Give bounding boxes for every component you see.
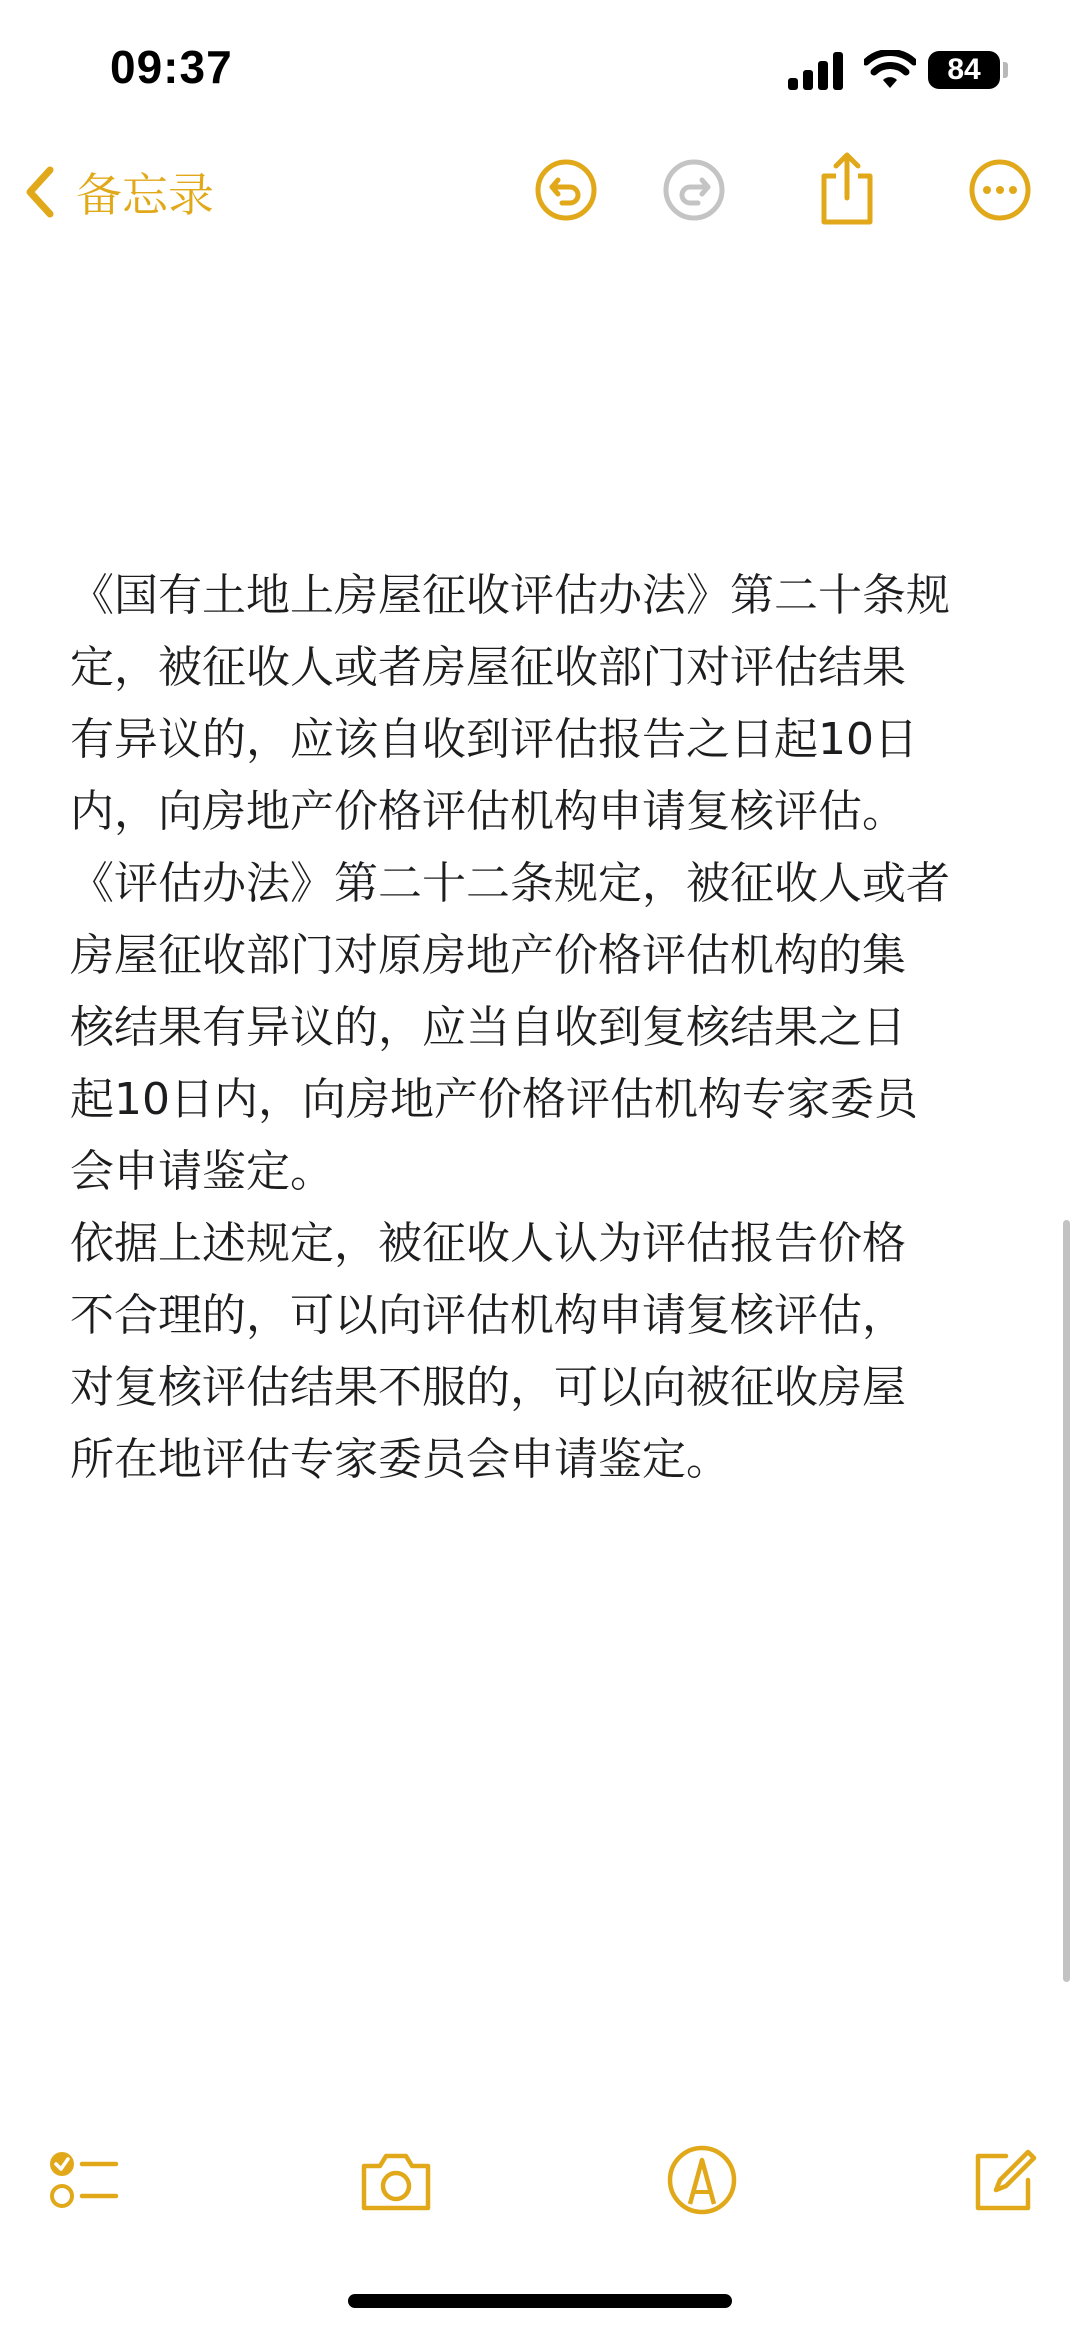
scrollbar[interactable] [1063, 1220, 1070, 1982]
battery-icon: 84 [928, 51, 1000, 89]
note-line: 会申请鉴定。 [70, 1146, 334, 1197]
share-icon[interactable] [812, 150, 882, 228]
note-line: 有异议的，应该自收到评估报告之日起10日 [70, 714, 918, 765]
note-line: 内，向房地产价格评估机构申请复核评估。 [70, 786, 906, 837]
note-line: 依据上述规定，被征收人认为评估报告价格 [70, 1218, 906, 1269]
back-button-label: 备忘录 [76, 168, 214, 222]
markup-pen-icon[interactable] [664, 2142, 740, 2218]
note-line: 不合理的，可以向评估机构申请复核评估， [70, 1290, 906, 1341]
home-indicator[interactable] [348, 2294, 732, 2308]
note-text[interactable] [70, 560, 1010, 1496]
more-icon[interactable] [966, 156, 1034, 224]
note-line: 《评估办法》第二十二条规定，被征收人或者 [70, 858, 950, 909]
note-line: 《国有土地上房屋征收评估办法》第二十条规 [70, 570, 950, 621]
status-time: 09:37 [110, 41, 233, 93]
checklist-icon[interactable] [46, 2142, 122, 2218]
note-line: 起10日内，向房地产价格评估机构专家委员 [70, 1074, 918, 1125]
redo-icon[interactable] [660, 156, 728, 224]
chevron-left-icon [22, 164, 58, 220]
battery-cap [1003, 62, 1008, 78]
undo-icon[interactable] [532, 156, 600, 224]
wifi-icon [864, 50, 916, 90]
camera-icon[interactable] [356, 2142, 436, 2218]
note-line: 核结果有异议的，应当自收到复核结果之日 [70, 1002, 906, 1053]
note-line: 所在地评估专家委员会申请鉴定。 [70, 1434, 730, 1485]
compose-icon[interactable] [966, 2142, 1042, 2218]
note-line: 定，被征收人或者房屋征收部门对评估结果 [70, 642, 906, 693]
note-line: 房屋征收部门对原房地产价格评估机构的集 [70, 930, 906, 981]
back-button[interactable] [22, 160, 214, 224]
signal-icon [788, 52, 844, 90]
note-line: 对复核评估结果不服的，可以向被征收房屋 [70, 1362, 906, 1413]
